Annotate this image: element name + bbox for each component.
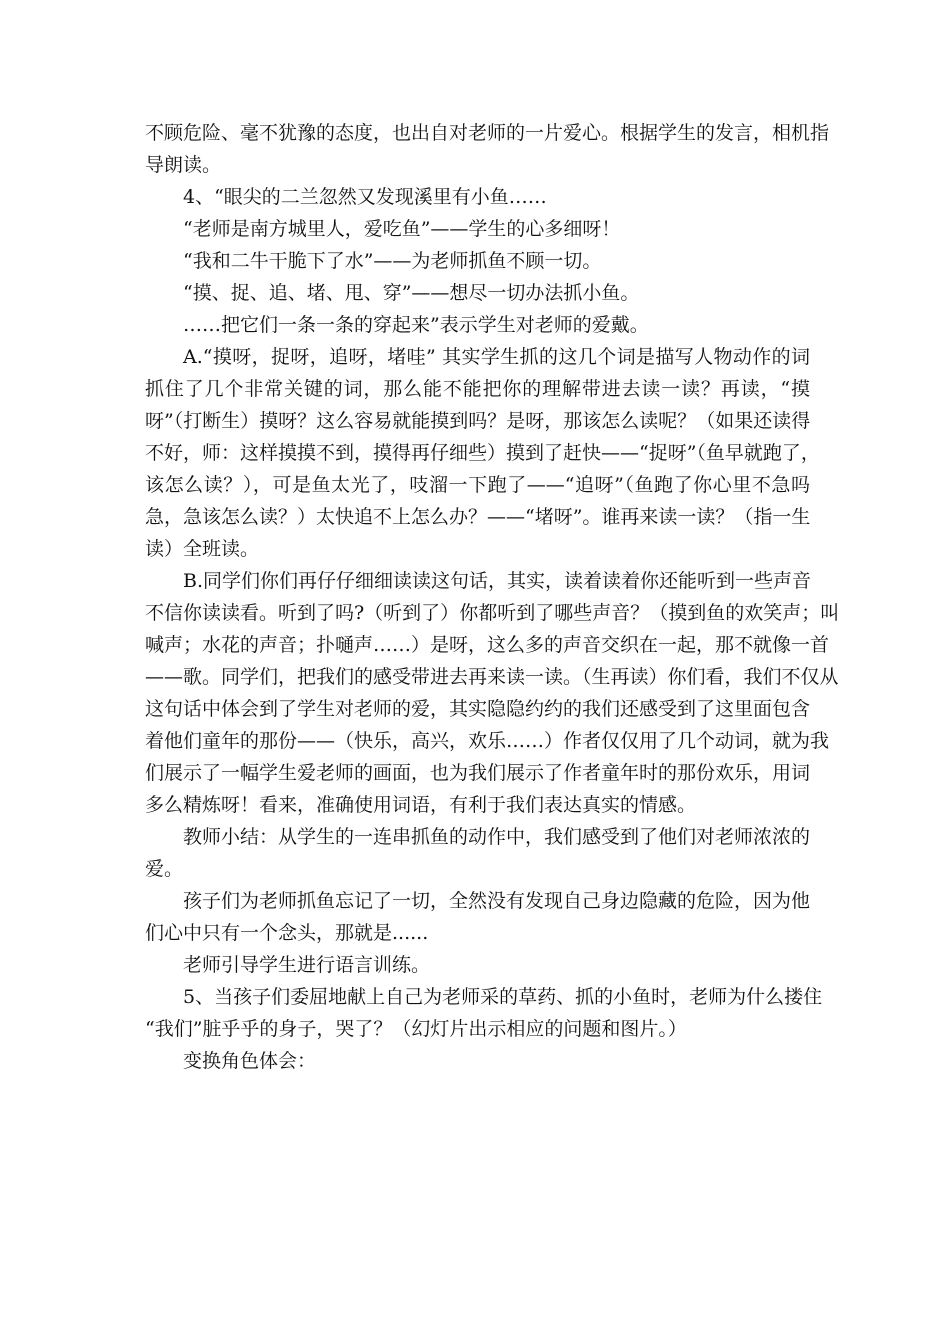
- text-line: “摸、捉、追、堵、甩、穿”——想尽一切办法抓小鱼。: [183, 282, 640, 304]
- text-line: 4、“眼尖的二兰忽然又发现溪里有小鱼……: [183, 186, 547, 208]
- text-line: 不顾危险、毫不犹豫的态度，也出自对老师的一片爱心。根据学生的发言，相机指: [145, 122, 830, 144]
- text-line: 呀”（打断生）摸呀？这么容易就能摸到吗？是呀，那该怎么读呢？（如果还读得: [145, 410, 811, 432]
- text-line: 读）全班读。: [145, 538, 260, 560]
- document-body: [145, 117, 840, 1077]
- text-line: 抓住了几个非常关键的词，那么能不能把你的理解带进去读一读？再读，“摸: [145, 378, 810, 400]
- text-line: 变换角色体会：: [183, 1050, 317, 1072]
- text-line: 孩子们为老师抓鱼忘记了一切，全然没有发现自己身边隐藏的危险，因为他: [183, 890, 811, 912]
- text-line: 喊声；水花的声音；扑嗵声……）是呀，这么多的声音交织在一起，那不就像一首: [145, 634, 830, 656]
- text-line: 着他们童年的那份——（快乐，高兴，欢乐……）作者仅仅用了几个动词，就为我: [145, 730, 830, 752]
- text-line: “老师是南方城里人，爱吃鱼”——学生的心多细呀！: [183, 218, 621, 240]
- text-line: “我们”脏乎乎的身子，哭了？（幻灯片出示相应的问题和图片。）: [145, 1018, 687, 1040]
- text-line: 多么精炼呀！看来，准确使用词语，有利于我们表达真实的情感。: [145, 794, 697, 816]
- text-line: A.“摸呀，捉呀，追呀，堵哇” 其实学生抓的这几个词是描写人物动作的词: [183, 346, 810, 368]
- text-line: 不信你读读看。听到了吗?（听到了）你都听到了哪些声音？（摸到鱼的欢笑声；叫: [145, 602, 840, 624]
- text-line: 导朗读。: [145, 154, 222, 176]
- text-line: 们展示了一幅学生爱老师的画面，也为我们展示了作者童年时的那份欢乐，用词: [145, 762, 811, 784]
- text-line: B.同学们你们再仔仔细细读读这句话，其实，读着读着你还能听到一些声音: [183, 570, 812, 592]
- text-line: 老师引导学生进行语言训练。: [183, 954, 431, 976]
- text-line: 这句话中体会到了学生对老师的爱，其实隐隐约约的我们还感受到了这里面包含: [145, 698, 811, 720]
- text-line: 爱。: [145, 858, 184, 880]
- text-line: 们心中只有一个念头，那就是......: [145, 922, 429, 944]
- text-line: ……把它们一条一条的穿起来”表示学生对老师的爱戴。: [183, 314, 649, 336]
- text-line: 急，急该怎么读？）太快追不上怎么办？——“堵呀”。谁再来读一读？（指一生: [145, 506, 811, 528]
- text-line: 5、当孩子们委屈地献上自己为老师采的草药、抓的小鱼时，老师为什么搂住: [183, 986, 823, 1008]
- text-line: “我和二牛干脆下了水”——为老师抓鱼不顾一切。: [183, 250, 602, 272]
- text-line: ——歌。同学们，把我们的感受带进去再来读一读。（生再读）你们看，我们不仅从: [145, 666, 839, 688]
- text-line: 不好，师：这样摸摸不到，摸得再仔细些）摸到了赶快——“捉呀”（鱼早就跑了，: [145, 442, 820, 464]
- text-line: 教师小结：从学生的一连串抓鱼的动作中，我们感受到了他们对老师浓浓的: [183, 826, 811, 848]
- text-line: 该怎么读？），可是鱼太光了，吱溜一下跑了——“追呀”（鱼跑了你心里不急吗: [145, 474, 810, 496]
